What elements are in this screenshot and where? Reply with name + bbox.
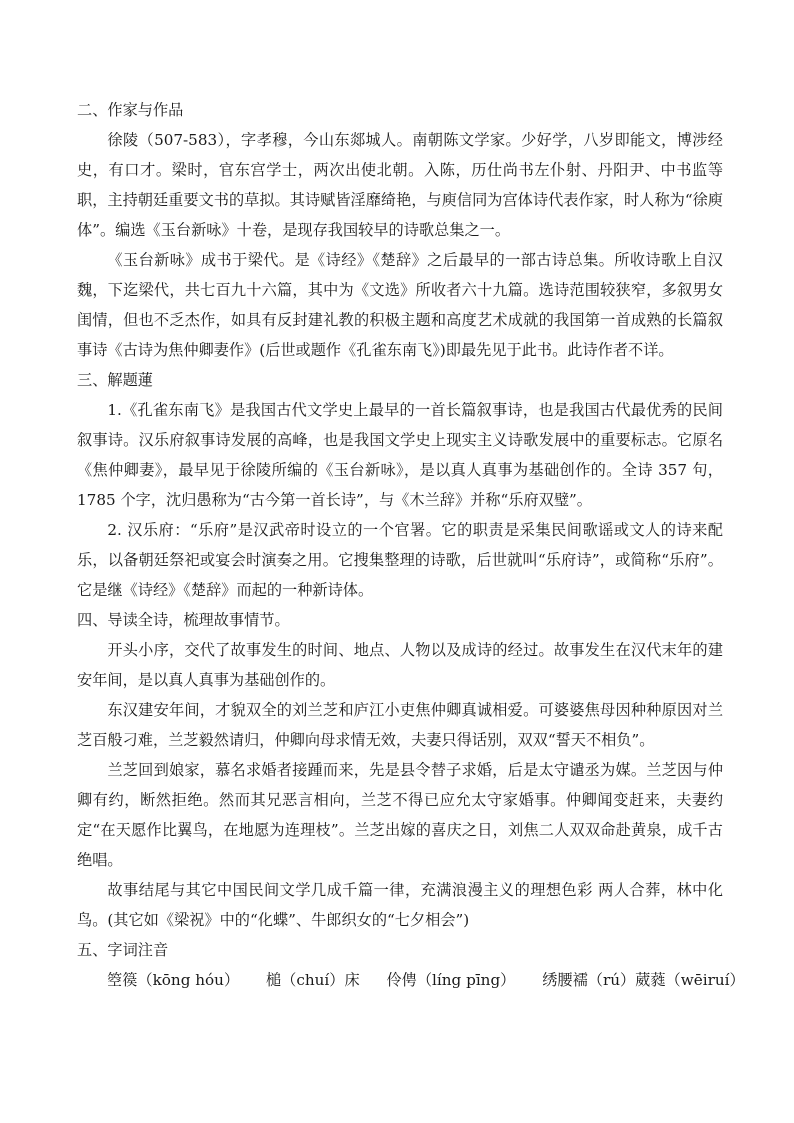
paragraph-han-yuefu: 2. 汉乐府：“乐府”是汉武帝时设立的一个官署。它的职责是采集民间歌谣或文人的诗来配乐，以备朝廷祭祀或宴会时演奏之用。它搜集整理的诗歌，后世就叫“乐府诗”，或简称“乐府”。它是继《诗经》《楚辞》而起的一种新诗体。	[77, 521, 723, 599]
paragraph-ending: 故事结尾与其它中国民间文学几成千篇一律，充满浪漫主义的理想色彩 两人合葬，林中化鸟。(其它如《梁祝》中的“化蝶”、牛郎织女的“七夕相会”)	[77, 881, 723, 929]
pinyin-item: 绣腰襦（rú）葳蕤（wēiruí）	[542, 971, 745, 989]
section-heading-pronunciation: 五、字词注音	[77, 941, 169, 959]
pinyin-item: 伶俜（líng pīng）	[386, 971, 516, 989]
paragraph-xu-ling-bio: 徐陵（507-583），字孝穆，今山东郯城人。南朝陈文学家。少好学，八岁即能文，博涉经史，有口才。梁时，官东宫学士，两次出使北朝。入陈，历仕尚书左仆射、丹阳尹、中书监等职，主持朝廷重要文书的草拟。其诗赋皆淫靡绮艳，与庾信同为宫体诗代表作家，时人称为“徐庾体”。编选《玉台新咏》十卷，是现存我国较早的诗歌总集之一。	[77, 131, 723, 239]
paragraph-preface: 开头小序，交代了故事发生的时间、地点、人物以及成诗的经过。故事发生在汉代末年的建安年间，是以真人真事为基础创作的。	[77, 641, 723, 689]
document-page	[77, 95, 745, 995]
section-heading-title-explanation: 三、解题蓮	[77, 371, 153, 389]
section-heading-plot-guide: 四、导读全诗，梳理故事情节。	[77, 611, 290, 629]
pinyin-list	[77, 965, 745, 995]
paragraph-yutai-xinyong: 《玉台新咏》成书于梁代。是《诗经》《楚辞》之后最早的一部古诗总集。所收诗歌上自汉魏，下迄梁代，共七百九十六篇，其中为《文选》所收者六十九篇。选诗范围较狭窄，多叙男女闺情，但也不乏杰作，如具有反封建礼教的积极主题和高度艺术成就的我国第一首成熟的长篇叙事诗《古诗为焦仲卿妻作》(后世或题作《孔雀东南飞》)即最先见于此书。此诗作者不详。	[77, 251, 723, 359]
paragraph-peacock-intro: 1.《孔雀东南飞》是我国古代文学史上最早的一首长篇叙事诗，也是我国古代最优秀的民间叙事诗。汉乐府叙事诗发展的高峰，也是我国文学史上现实主义诗歌发展中的重要标志。它原名《焦仲卿妻》，最早见于徐陵所编的《玉台新咏》，是以真人真事为基础创作的。全诗 357 句，1785 个字，沈归愚称为“古今第一首长诗”，与《木兰辞》并称“乐府双璧”。	[77, 401, 723, 509]
paragraph-return-home: 兰芝回到娘家，慕名求婚者接踵而来，先是县令替子求婚，后是太守谴丞为媒。兰芝因与仲卿有约，断然拒绝。然而其兄恶言相向，兰芝不得已应允太守家婚事。仲卿闻变赶来，夫妻约定“在天愿作比翼鸟，在地愿为连理枝”。兰芝出嫁的喜庆之日，刘焦二人双双命赴黄泉，成千古绝唱。	[77, 761, 723, 869]
paragraph-love-story: 东汉建安年间，才貌双全的刘兰芝和庐江小吏焦仲卿真诚相爱。可婆婆焦母因种种原因对兰芝百般刁难，兰芝毅然请归，仲卿向母求情无效，夫妻只得话别，双双“誓天不相负”。	[77, 701, 723, 749]
pinyin-item: 槌（chuí）床	[265, 971, 360, 989]
pinyin-item: 箜篌（kōng hóu）	[107, 971, 240, 989]
section-heading-author-works: 二、作家与作品	[77, 101, 184, 119]
